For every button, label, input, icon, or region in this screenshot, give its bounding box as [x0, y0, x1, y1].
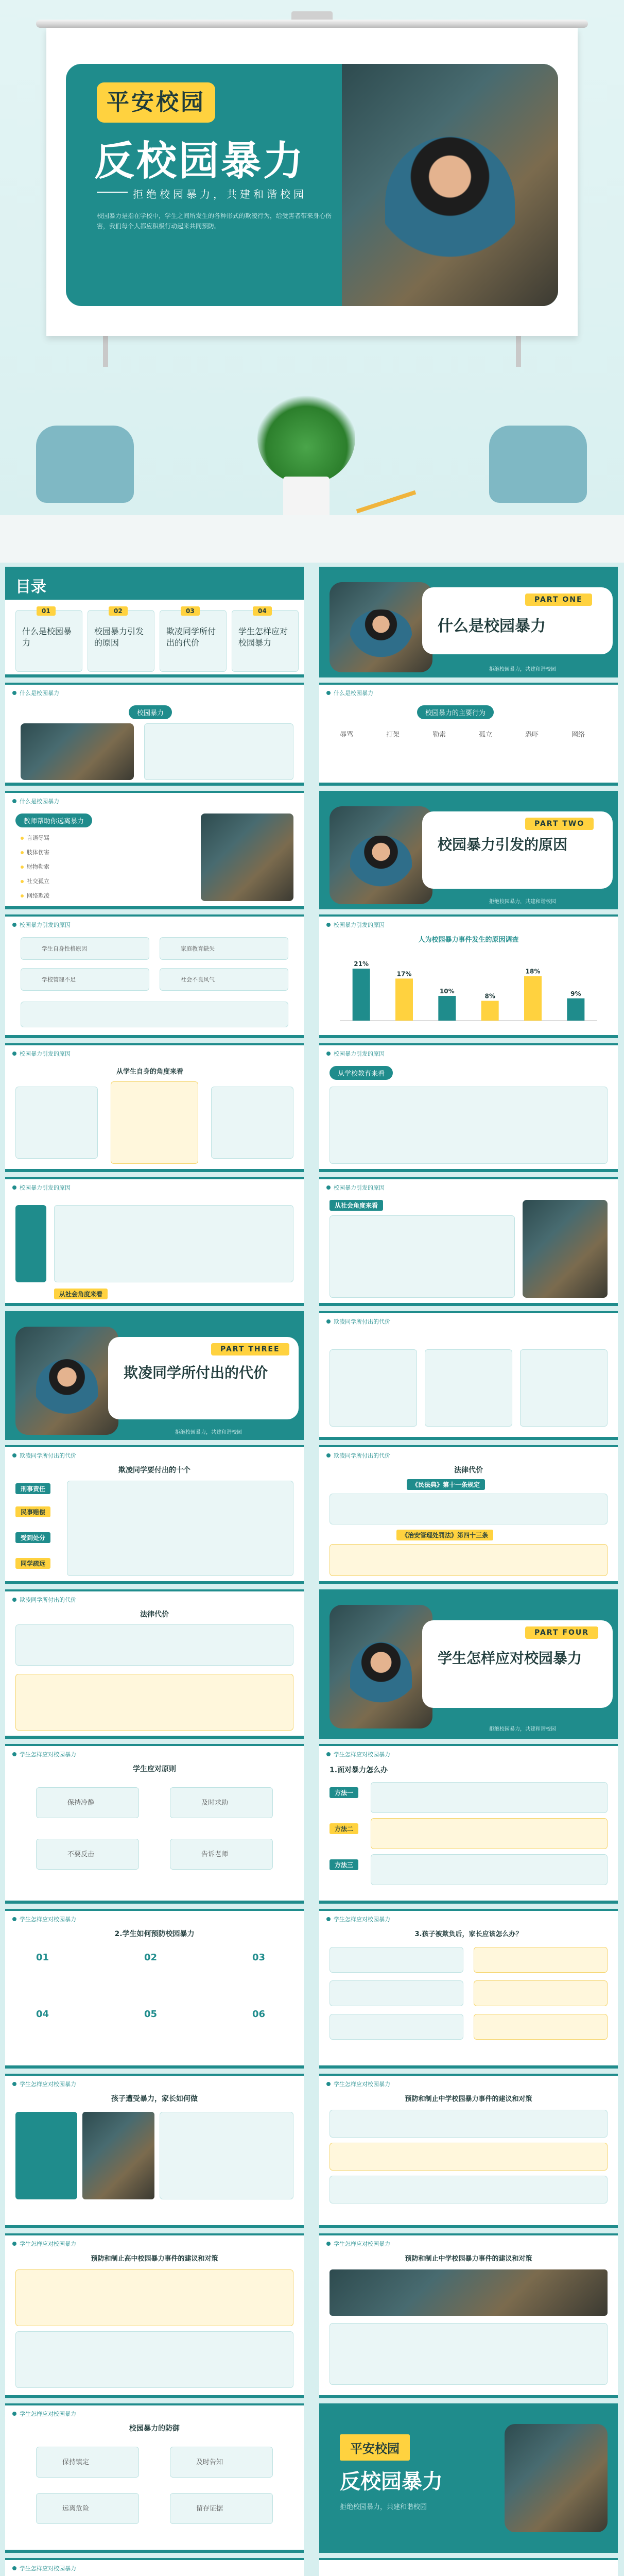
part-footer: 拒绝校园暴力，共建和谐校园 [489, 899, 556, 905]
slide-cost-intro [319, 1311, 618, 1440]
toc-header-band [5, 569, 304, 600]
pencil-icon [356, 490, 417, 514]
chart-title: 人为校园暴力事件发生的原因调查 [418, 936, 519, 944]
slide-suggestions-2 [5, 2233, 304, 2398]
hero-title: 反校园暴力 [94, 138, 306, 184]
part-card [422, 811, 613, 889]
slide-header: 学生怎样应对校园暴力 [326, 2240, 390, 2248]
chart-bar [438, 996, 456, 1021]
society-tag: 从社会角度来看 [54, 1289, 108, 1299]
closing-subtitle: 拒绝校园暴力，共建和谐校园 [340, 2503, 427, 2511]
slide-header: 什么是校园暴力 [12, 797, 59, 805]
slide-school-view [319, 1043, 618, 1172]
text-card [54, 1205, 293, 1282]
cause-card: 社会不良风气 [160, 968, 288, 991]
slide-society-view-1 [5, 1177, 304, 1306]
slide-title: 法律代价 [454, 1466, 483, 1475]
principle-card: 保持冷静 [36, 1787, 139, 1818]
slide-title: 预防和制止高中校园暴力事件的建议和对策 [91, 2255, 218, 2263]
chart-bar [481, 1001, 499, 1021]
chart-bar [524, 976, 542, 1021]
part-photo [330, 806, 432, 904]
screen-roller [36, 20, 588, 28]
part-footer: 拒绝校园暴力，共建和谐校园 [489, 1726, 556, 1732]
text-card [67, 1481, 293, 1576]
cause-card: 家庭教育缺失 [160, 937, 288, 960]
part-photo [15, 1327, 118, 1435]
slide-part-three [5, 1311, 304, 1440]
text-card [330, 1349, 417, 1427]
text-card [520, 1349, 608, 1427]
slide-header: 学生怎样应对校园暴力 [12, 2564, 76, 2572]
part-card [422, 587, 613, 654]
hero-tag: 平安校园 [97, 82, 215, 123]
slide-facing-violence: 学生怎样应对校园暴力 1.面对暴力怎么办 方法一 方法二 方法三 [319, 1744, 618, 1904]
slide-principles [5, 1744, 304, 1904]
slide-chart [319, 914, 618, 1038]
chart-bar [395, 978, 413, 1021]
text-card [111, 1081, 198, 1164]
part-label: PART ONE [525, 594, 592, 606]
slide-society-view-2 [319, 1177, 618, 1306]
part-footer: 拒绝校园暴力，共建和谐校园 [489, 667, 556, 672]
society-tag: 从社会角度来看 [330, 1200, 383, 1211]
slide-header: 欺凌同学所付出的代价 [326, 1317, 390, 1326]
closing-title: 反校园暴力 [340, 2470, 443, 2494]
part-label: PART FOUR [525, 1626, 598, 1639]
slide-header: 学生怎样应对校园暴力 [12, 2240, 76, 2248]
chair-left [36, 426, 134, 503]
slide-pill-title: 从学校教育来看 [330, 1066, 393, 1080]
slide-title: 校园暴力的防御 [129, 2425, 180, 2433]
part-photo [330, 1605, 432, 1728]
part-title: 校园暴力引发的原因 [438, 836, 568, 853]
slide-header: 学生怎样应对校园暴力 [12, 1915, 76, 1923]
screen-leg [516, 336, 521, 367]
slide-legal-cost-2 [5, 1589, 304, 1739]
text-card [330, 1087, 608, 1164]
slide-header: 校园暴力引发的原因 [326, 1183, 385, 1192]
list-item: 财物勒索 [21, 863, 49, 871]
slide-photo [505, 2424, 608, 2532]
slide-photo [523, 1200, 608, 1298]
part-label: PART TWO [525, 818, 594, 830]
slide-header: 欺凌同学所付出的代价 [12, 1596, 76, 1604]
toc-item[interactable]: 02 校园暴力引发的原因 [88, 610, 154, 672]
slide-header: 学生怎样应对校园暴力 [12, 2080, 76, 2088]
part-card [108, 1337, 299, 1419]
slide-ten-costs: 欺凌同学所付出的代价 欺凌同学要付出的十个 刑事责任 民事赔偿 受到处分 同学疏远 [5, 1445, 304, 1584]
slide-photo [82, 2112, 154, 2199]
part-title: 什么是校园暴力 [438, 617, 546, 635]
slide-photo [330, 2269, 608, 2316]
slide-pill-title: 校园暴力的主要行为 [417, 705, 494, 719]
part-footer: 拒绝校园暴力，共建和谐校园 [175, 1430, 242, 1435]
hero-photo [342, 64, 558, 306]
slide-header: 校园暴力引发的原因 [12, 1183, 71, 1192]
chart-value-label: 17% [396, 970, 412, 978]
slide-toc [5, 567, 304, 677]
slide-title: 学生应对原则 [133, 1765, 176, 1773]
slide-title: 1.面对暴力怎么办 [330, 1766, 388, 1774]
side-label [15, 1205, 46, 1282]
toc-item[interactable]: 04 学生怎样应对校园暴力 [232, 610, 299, 672]
hero-subtitle: 拒绝校园暴力，共建和谐校园 [133, 188, 307, 200]
slide-header: 学生怎样应对校园暴力 [326, 1750, 390, 1758]
slide-student-view [5, 1043, 304, 1172]
slide-what-is [5, 683, 304, 786]
slide-title: 欺凌同学要付出的十个 [118, 1466, 190, 1475]
slide-header: 校园暴力引发的原因 [326, 921, 385, 929]
principle-card: 及时求助 [170, 1787, 273, 1818]
list-item: 肢体伤害 [21, 849, 49, 857]
slide-title: 法律代价 [140, 1611, 169, 1619]
projection-screen [46, 28, 578, 336]
toc-title: 目录 [15, 578, 46, 596]
slide-header: 学生怎样应对校园暴力 [12, 1750, 76, 1758]
plant-pot [283, 477, 330, 518]
hero-frame [66, 64, 558, 306]
cause-card: 学生自身性格原因 [21, 937, 149, 960]
part-label: PART THREE [211, 1343, 289, 1355]
slide-defense: 学生怎样应对校园暴力 校园暴力的防御 保持镇定 及时告知 远离危险 留存证据 [5, 2403, 304, 2553]
slide-causes [5, 914, 304, 1038]
text-card [211, 1087, 293, 1159]
principle-card: 不要反击 [36, 1839, 139, 1870]
slide-header: 欺凌同学所付出的代价 [12, 1451, 76, 1460]
text-card [15, 1674, 293, 1731]
text-card [330, 1494, 608, 1524]
slide-prevention: 学生怎样应对校园暴力 2.学生如何预防校园暴力 01 02 03 04 05 06 [5, 1909, 304, 2069]
text-card [330, 1544, 608, 1576]
text-card [371, 1782, 608, 1813]
toc-item[interactable]: 01 什么是校园暴力 [15, 610, 82, 672]
hero-description: 校园暴力是指在学校中，学生之间所发生的各种形式的欺凌行为，给受害者带来身心伤害，我们每个人都应积极行动起来共同预防。 [97, 212, 332, 230]
slide-suggestions-1 [319, 2074, 618, 2228]
hero-section [0, 0, 624, 563]
slide-legal-cost [319, 1445, 618, 1584]
hero-divider [97, 192, 128, 193]
chart-value-label: 21% [354, 960, 369, 968]
list-item: 社交孤立 [21, 877, 49, 886]
slide-header: 学生怎样应对校园暴力 [326, 2080, 390, 2088]
summary-card [21, 1002, 288, 1027]
text-card [15, 1087, 98, 1159]
slide-behaviors: 什么是校园暴力 校园暴力的主要行为 辱骂 打架 勒索 孤立 恐吓 网络 [319, 683, 618, 786]
plant-icon [257, 392, 355, 484]
slide-photo [21, 723, 134, 780]
part-title: 欺凌同学所付出的代价 [124, 1364, 268, 1381]
slide-header: 校园暴力引发的原因 [12, 921, 71, 929]
slide-header: 欺凌同学所付出的代价 [326, 1451, 390, 1460]
list-item: 言语辱骂 [21, 834, 49, 842]
slide-header: 学生怎样应对校园暴力 [12, 2410, 76, 2418]
principle-card: 告诉老师 [170, 1839, 273, 1870]
text-card [330, 1215, 515, 1298]
chart-bar [353, 969, 370, 1021]
list-item: 网络欺凌 [21, 892, 49, 900]
screen-leg [103, 336, 108, 367]
slide-photo [201, 814, 293, 901]
chart-value-label: 10% [439, 988, 455, 995]
slide-header: 什么是校园暴力 [12, 689, 59, 697]
chart-value-label: 18% [525, 968, 541, 975]
part-card [422, 1620, 613, 1708]
chart-value-label: 9% [570, 990, 581, 997]
slide-teacher-help [5, 791, 304, 909]
slide-extra-2 [319, 2558, 618, 2576]
slide-parents [319, 1909, 618, 2069]
legal-banner: 《民法典》第十一条规定 [407, 1479, 485, 1490]
slide-title: 2.学生如何预防校园暴力 [114, 1930, 195, 1938]
slide-part-one [319, 567, 618, 677]
text-card [371, 1818, 608, 1849]
legal-banner: 《治安管理处罚法》第四十三条 [396, 1530, 493, 1540]
slide-pill-title: 教师帮助你远离暴力 [15, 814, 92, 827]
slide-header: 什么是校园暴力 [326, 689, 373, 697]
slide-suggestions-3 [319, 2233, 618, 2398]
cause-card: 学校管理不足 [21, 968, 149, 991]
bar-chart [340, 948, 597, 1031]
slide-header: 学生怎样应对校园暴力 [326, 1915, 390, 1923]
part-photo [330, 582, 432, 672]
slide-part-four [319, 1589, 618, 1739]
text-card [15, 1624, 293, 1666]
slide-header: 校园暴力引发的原因 [12, 1049, 71, 1058]
closing-tag: 平安校园 [340, 2434, 410, 2461]
slide-part-two [319, 791, 618, 909]
text-card [371, 1854, 608, 1885]
text-card [144, 723, 293, 780]
slide-parents-2 [5, 2074, 304, 2228]
text-card [425, 1349, 512, 1427]
slide-header: 校园暴力引发的原因 [326, 1049, 385, 1058]
slide-title: 预防和制止中学校园暴力事件的建议和对策 [405, 2095, 532, 2103]
slide-extra-1 [5, 2558, 304, 2576]
chair-right [489, 426, 587, 503]
chart-bar [567, 998, 584, 1021]
slide-title: 预防和制止中学校园暴力事件的建议和对策 [405, 2255, 532, 2263]
chart-value-label: 8% [484, 992, 495, 1000]
slide-pill-title: 校园暴力 [129, 705, 172, 719]
slide-pill-title: 从学生自身的角度来看 [108, 1064, 192, 1078]
slide-closing [319, 2403, 618, 2553]
part-title: 学生怎样应对校园暴力 [438, 1650, 582, 1667]
table-surface [0, 515, 624, 563]
slide-title: 孩子遭受暴力，家长如何做 [111, 2095, 198, 2103]
slide-title: 3.孩子被欺负后，家长应该怎么办？ [414, 1930, 523, 1938]
toc-item[interactable]: 03 欺凌同学所付出的代价 [160, 610, 227, 672]
